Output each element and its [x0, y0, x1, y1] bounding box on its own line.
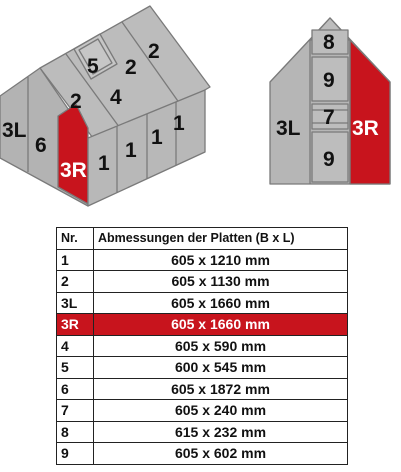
- label-panel-6: 6: [35, 134, 47, 157]
- greenhouse-isometric: [0, 6, 210, 206]
- gable-panel-3r-highlight: [350, 40, 390, 184]
- label-panel-1: 1: [125, 139, 137, 162]
- panel-dimension-cell: 605 x 1210 mm: [94, 249, 348, 271]
- label-panel-1: 1: [151, 126, 163, 149]
- table-row: [57, 378, 348, 400]
- gable-label-3r: 3R: [352, 117, 379, 140]
- label-panel-2: 2: [70, 90, 82, 113]
- panel-dimension-cell: 605 x 1130 mm: [94, 271, 348, 293]
- panel-dimension-cell: 600 x 545 mm: [94, 357, 348, 379]
- label-panel-1: 1: [98, 152, 110, 175]
- panel-number-cell: 7: [57, 400, 94, 422]
- gable-label-9: 9: [323, 148, 335, 171]
- table-row: [57, 357, 348, 379]
- label-panel-4: 4: [110, 86, 122, 109]
- gable-label-7: 7: [323, 106, 335, 129]
- label-panel-2: 2: [148, 40, 160, 63]
- label-panel-2: 2: [125, 56, 137, 79]
- table-row: [57, 421, 348, 443]
- panel-number-cell: 6: [57, 378, 94, 400]
- table-row: [57, 271, 348, 293]
- table-header-row: [57, 228, 348, 250]
- label-panel-1: 1: [173, 112, 185, 135]
- panel-dimension-cell: 605 x 1872 mm: [94, 378, 348, 400]
- table-row: [57, 249, 348, 271]
- table-row: [57, 314, 348, 336]
- panel-number-cell: 8: [57, 421, 94, 443]
- table-row: [57, 292, 348, 314]
- panel-dimension-cell: 605 x 240 mm: [94, 400, 348, 422]
- greenhouse-diagram: [0, 0, 401, 225]
- table-body: [57, 249, 348, 464]
- panel-number-cell: 5: [57, 357, 94, 379]
- panel-number-cell: 3L: [57, 292, 94, 314]
- label-panel-3l: 3L: [2, 119, 27, 142]
- panel-number-cell: 2: [57, 271, 94, 293]
- panel-dimension-cell: 605 x 590 mm: [94, 335, 348, 357]
- panel-number-cell: 9: [57, 443, 94, 465]
- panel-number-cell: 3R: [57, 314, 94, 336]
- gable-label-3l: 3L: [276, 117, 301, 140]
- label-panel-5: 5: [87, 55, 99, 78]
- panel-3r-highlight: [58, 104, 88, 204]
- gable-label-9: 9: [323, 69, 335, 92]
- panel-dimension-cell: 605 x 1660 mm: [94, 292, 348, 314]
- header-nr: Nr.: [57, 228, 94, 250]
- table-row: [57, 443, 348, 465]
- panel-number-cell: 1: [57, 249, 94, 271]
- header-dimensions: Abmessungen der Platten (B x L): [94, 228, 348, 250]
- panel-number-cell: 4: [57, 335, 94, 357]
- panel-dimension-cell: 605 x 602 mm: [94, 443, 348, 465]
- panel-dimension-cell: 615 x 232 mm: [94, 421, 348, 443]
- gable-label-8: 8: [323, 31, 335, 54]
- table-row: [57, 335, 348, 357]
- panel-dimension-cell: 605 x 1660 mm: [94, 314, 348, 336]
- table-row: [57, 400, 348, 422]
- label-panel-3r: 3R: [60, 159, 87, 182]
- panel-dimensions-table: [56, 227, 348, 465]
